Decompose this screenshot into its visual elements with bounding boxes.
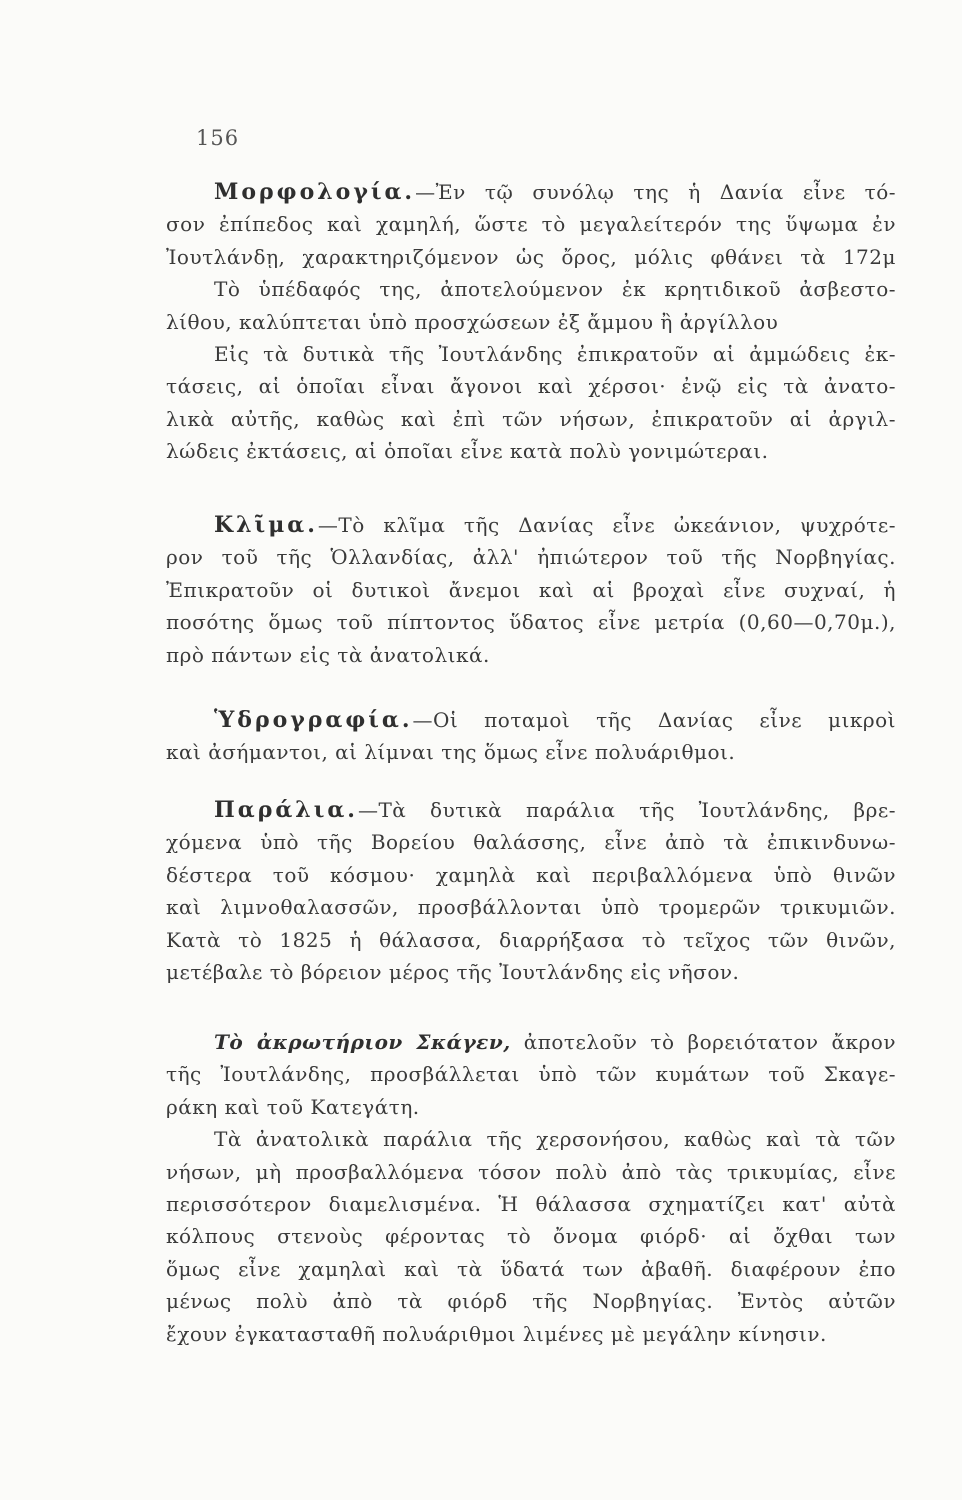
skagen-heading: Τὸ ἀκρωτήριον Σκάγεν, xyxy=(214,1030,511,1054)
text-line: Κατὰ τὸ 1825 ἡ θάλασσα, διαρρήξασα τὸ τεῖχος τῶν θινῶν, xyxy=(166,927,896,952)
text-line: τάσεις, αἱ ὁποῖαι εἶναι ἄγονοι καὶ χέρσοι· ἐνῷ εἰς τὰ ἀνατο- xyxy=(166,374,896,399)
text-line xyxy=(166,1026,896,1058)
text-line: πρὸ πάντων εἰς τὰ ἀνατολικά. xyxy=(166,642,490,667)
text-line: καὶ λιμνοθαλασσῶν, προσβάλλονται ὑπὸ τρομερῶν τρικυμιῶν. xyxy=(166,895,896,920)
text-line: Εἰς τὰ δυτικὰ τῆς Ἰουτλάνδης ἐπικρατοῦν αἱ ἀμμώδεις ἐκ- xyxy=(214,341,896,366)
page-number: 156 xyxy=(196,126,240,150)
text-run: —Ἐν τῷ συνόλῳ της ἡ Δανία εἶνε τό- xyxy=(415,180,896,204)
climate-section xyxy=(166,509,896,671)
text-line: ρον τοῦ τῆς Ὁλλανδίας, ἀλλ' ἠπιώτερον τοῦ τῆς Νορβηγίας. xyxy=(166,545,896,570)
climate-heading: Κλῖμα. xyxy=(214,512,318,538)
text-line: τῆς Ἰουτλάνδης, προσβάλλεται ὑπὸ τῶν κυμάτων τοῦ Σκαγε- xyxy=(166,1062,896,1087)
text-line: λίθου, καλύπτεται ὑπὸ προσχώσεων ἐξ ἄμμου ἢ ἀργίλλου xyxy=(166,309,779,334)
text-line: Τὸ ὑπέδαφός της, ἀποτελούμενον ἐκ κρητιδικοῦ ἀσβεστο- xyxy=(214,277,896,302)
text-line xyxy=(166,509,896,541)
text-line: νήσων, μὴ προσβαλλόμενα τόσον πολὺ ἀπὸ τὰς τρικυμίας, εἶνε xyxy=(166,1159,896,1184)
text-run: —Τὰ δυτικὰ παράλια τῆς Ἰουτλάνδης, βρε- xyxy=(357,798,896,822)
morphology-section xyxy=(166,176,896,468)
text-line: Ἐπικρατοῦν οἱ δυτικοὶ ἄνεμοι καὶ αἱ βροχαὶ εἶνε συχναί, ἡ xyxy=(166,577,896,602)
text-line: σον ἐπίπεδος καὶ χαμηλή, ὥστε τὸ μεγαλείτερόν της ὕψωμα ἐν xyxy=(166,212,896,237)
text-line xyxy=(166,704,896,736)
text-run: —Οἱ ποταμοὶ τῆς Δανίας εἶνε μικροὶ xyxy=(412,708,896,732)
text-run: —Τὸ κλῖμα τῆς Δανίας εἶνε ὠκεάνιον, ψυχρότε- xyxy=(317,513,896,537)
text-line: χόμενα ὑπὸ τῆς Βορείου θαλάσσης, εἶνε ἀπὸ τὰ ἐπικινδυνω- xyxy=(166,830,896,855)
text-line: ὅμως εἶνε χαμηλαὶ καὶ τὰ ὕδατά των ἀβαθῆ. διαφέρουν ἐπο xyxy=(166,1256,896,1281)
text-line: περισσότερον διαμελισμένα. Ἡ θάλασσα σχηματίζει κατ' αὐτὰ xyxy=(166,1191,896,1216)
hydrography-section xyxy=(166,704,896,769)
coasts-heading: Παράλια. xyxy=(214,797,358,823)
text-line: ράκη καὶ τοῦ Κατεγάτη. xyxy=(166,1094,420,1119)
text-line: μετέβαλε τὸ βόρειον μέρος τῆς Ἰουτλάνδης εἰς νῆσον. xyxy=(166,959,740,984)
skagen-section xyxy=(166,1026,896,1350)
coasts-section xyxy=(166,794,896,988)
text-line: καὶ ἀσήμαντοι, αἱ λίμναι της ὅμως εἶνε πολυάριθμοι. xyxy=(166,740,736,765)
text-line: ἔχουν ἐγκατασταθῆ πολυάριθμοι λιμένες μὲ μεγάλην κίνησιν. xyxy=(166,1321,827,1346)
text-line: λώδεις ἐκτάσεις, αἱ ὁποῖαι εἶνε κατὰ πολὺ γονιμώτεραι. xyxy=(166,439,769,464)
text-line xyxy=(166,794,896,826)
text-line: μένως πολὺ ἀπὸ τὰ φιόρδ τῆς Νορβηγίας. Ἐντὸς αὐτῶν xyxy=(166,1289,896,1314)
hydrography-heading: Ὑδρογραφία. xyxy=(214,707,413,733)
text-line xyxy=(166,176,896,208)
morphology-heading: Μορφολογία. xyxy=(214,179,416,205)
text-line: Ἰουτλάνδῃ, χαρακτηριζόμενον ὡς ὄρος, μόλις φθάνει τὰ 172μ xyxy=(166,244,896,269)
text-line: δέστερα τοῦ κόσμου· χαμηλὰ καὶ περιβαλλόμενα ὑπὸ θινῶν xyxy=(166,862,896,887)
text-line: ποσότης ὅμως τοῦ πίπτοντος ὕδατος εἶνε μετρία (0,60—0,70μ.), xyxy=(166,610,896,635)
text-line: λικὰ αὐτῆς, καθὼς καὶ ἐπὶ τῶν νήσων, ἐπικρατοῦν αἱ ἀργιλ- xyxy=(166,406,896,431)
text-line: Τὰ ἀνατολικὰ παράλια τῆς χερσονήσου, καθὼς καὶ τὰ τῶν xyxy=(214,1127,896,1152)
text-run: ἀποτελοῦν τὸ βορειότατον ἄκρον xyxy=(510,1030,896,1054)
text-line: κόλπους στενοὺς φέροντας τὸ ὄνομα φιόρδ· αἱ ὄχθαι των xyxy=(166,1224,896,1249)
